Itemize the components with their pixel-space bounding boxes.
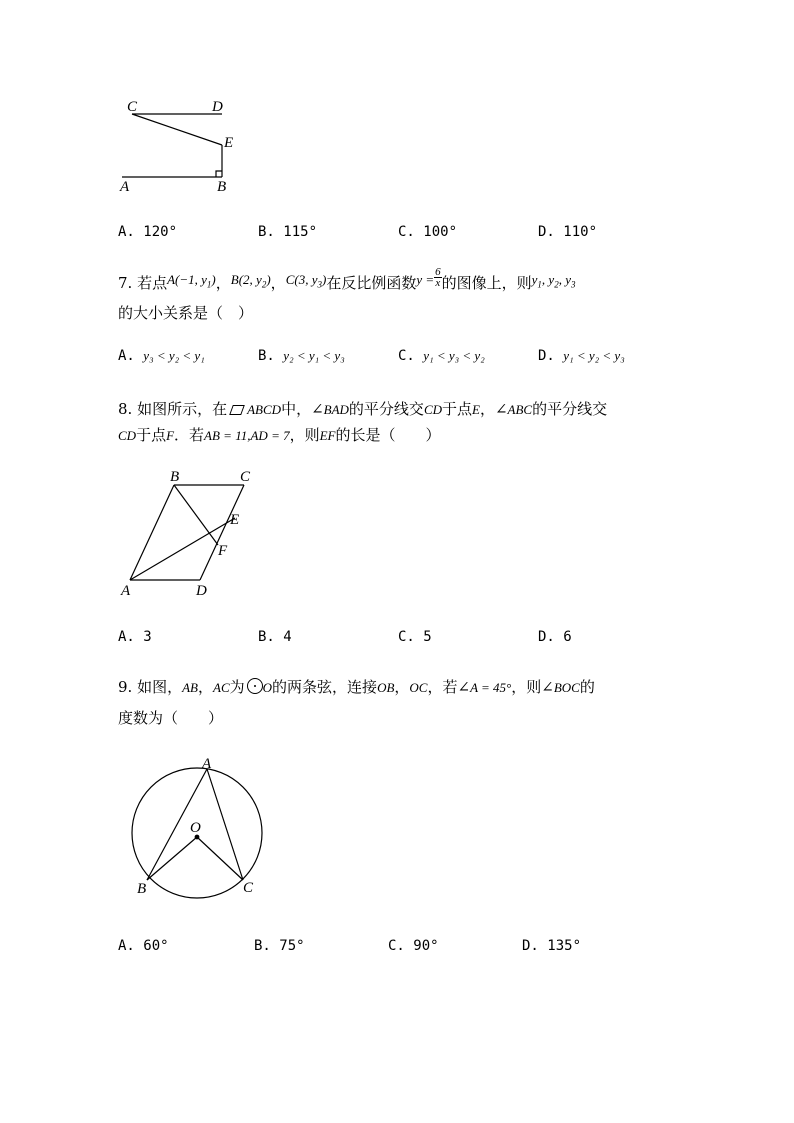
q9-option-c[interactable]: C. 90° <box>388 938 439 954</box>
label-b: B <box>170 469 180 485</box>
label-c: C <box>127 99 138 115</box>
q9-option-d[interactable]: D. 135° <box>522 938 582 954</box>
q9-option-a[interactable]: A. 60° <box>118 938 169 954</box>
label-e: E <box>224 135 234 151</box>
label-a: A <box>120 179 130 195</box>
q9-line-1: 9. 如图，AB，AC为 O的两条弦，连接OB，OC，若∠A = 45°，则∠BOC的 <box>118 678 595 696</box>
segment-ce <box>132 114 222 145</box>
point-b: B(2, $y_2$) <box>230 272 271 290</box>
q6-option-c[interactable]: C. 100° <box>398 224 458 240</box>
figure-q9-circle <box>120 752 280 902</box>
radius-ob <box>147 837 197 880</box>
q7-option-c[interactable]: C. y₁ < y₃ < y₂ <box>398 348 485 364</box>
q8-number: 8. <box>118 400 133 418</box>
point-c: C(3, $y_3$) <box>285 272 327 290</box>
q8-line-1: 8. 如图所示，在 ABCD中，∠BAD的平分线交CD于点E，∠ABC的平分线交 <box>118 400 608 418</box>
label-f: F <box>218 543 228 559</box>
label-b: B <box>137 881 147 897</box>
side-ce <box>200 485 244 580</box>
q8-condition: AB = 11,AD = 7 <box>204 428 290 443</box>
figure-q6 <box>110 90 260 200</box>
label-o: O <box>190 820 201 836</box>
q6-option-a[interactable]: A. 120° <box>118 224 178 240</box>
q7-line-2: 的大小关系是（ ） <box>118 304 254 322</box>
label-a: A <box>121 583 131 599</box>
side-ab <box>130 485 174 580</box>
label-b: B <box>217 179 227 195</box>
label-c: C <box>243 880 254 896</box>
circle-dot-icon <box>247 678 263 694</box>
q9-line-2: 度数为（ ） <box>118 709 224 727</box>
q8-option-c[interactable]: C. 5 <box>398 629 432 645</box>
right-angle-mark <box>216 171 222 177</box>
q9-option-b[interactable]: B. 75° <box>254 938 305 954</box>
q7-line-1: 7. 若点A(−1, $y_1$)，B(2, $y_2$)，C(3, $y_3$)在反比例函数y = $\frac{6}{x}$ 的图像上，则$y_1$, $y_2$, $y_3$ <box>118 266 576 292</box>
label-d: D <box>212 99 223 115</box>
label-c: C <box>240 469 251 485</box>
q8-line-2: CD于点F．若AB = 11,AD = 7，则EF的长是（ ） <box>118 426 441 444</box>
label-a: A <box>202 756 212 772</box>
q7-number: 7. <box>118 274 133 292</box>
figure-q8-parallelogram <box>110 465 270 605</box>
q7-option-b[interactable]: B. y₂ < y₁ < y₃ <box>258 348 345 364</box>
bisector-bf <box>174 485 218 545</box>
point-a: A(−1, $y_1$) <box>167 272 216 290</box>
fraction-6-over-x: $\frac{6}{x}$ <box>435 266 441 289</box>
q9-number: 9. <box>118 678 133 696</box>
function-expr: y = <box>416 272 435 287</box>
label-e: E <box>230 512 240 528</box>
q8-option-d[interactable]: D. 6 <box>538 629 572 645</box>
q8-option-a[interactable]: A. 3 <box>118 629 152 645</box>
label-d: D <box>196 583 207 599</box>
q8-option-b[interactable]: B. 4 <box>258 629 292 645</box>
y-values: $y_1$, $y_2$, $y_3$ <box>531 272 576 290</box>
q7-option-a[interactable]: A. y₃ < y₂ < y₁ <box>118 348 205 364</box>
q6-option-b[interactable]: B. 115° <box>258 224 318 240</box>
q7-option-d[interactable]: D. y₁ < y₂ < y₃ <box>538 348 625 364</box>
q6-option-d[interactable]: D. 110° <box>538 224 598 240</box>
parallelogram-icon <box>229 405 245 415</box>
